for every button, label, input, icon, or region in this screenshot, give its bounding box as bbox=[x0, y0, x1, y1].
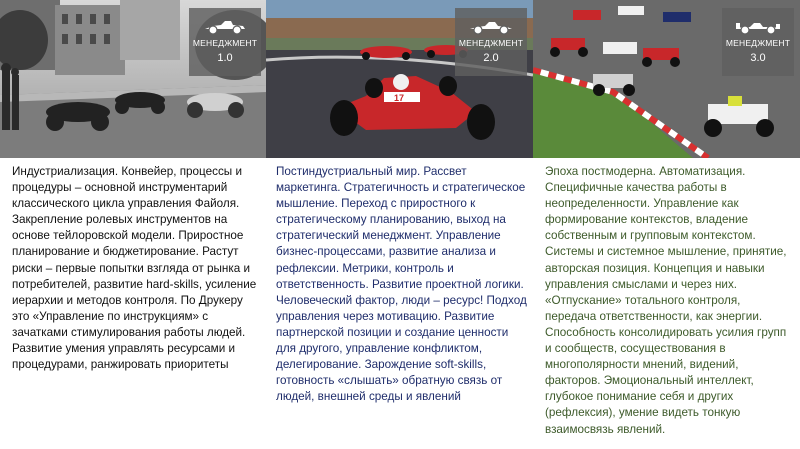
race-car-icon bbox=[736, 17, 780, 35]
badge-version: 1.0 bbox=[217, 52, 233, 64]
badge-version: 3.0 bbox=[750, 52, 766, 64]
classic-race-photo bbox=[266, 0, 533, 158]
race-car-icon bbox=[203, 17, 247, 35]
panel-description: Эпоха постмодерна. Автоматизация. Специфичные качества работы в неопределенности. Управление как формирование контекстов, владение собственным и групповым контекстом. Системы и системное мышление, принятие, авторская позиция. Концепция и навыки управления смыслами и через них. «Отпускание» тотального контроля, передача ответственности, как энергии. Способность консолидировать усилия групп и сообществ, сосуществования в многополярности мнений, видений, факторов. Эмоциональный интеллект, глубокое понимание себя и других (рефлексия), умение видеть тонкую взаимосвязь явлений. bbox=[545, 165, 787, 436]
badge-label: МЕНЕДЖМЕНТ bbox=[458, 38, 524, 48]
management-badge-3 bbox=[722, 8, 794, 76]
race-car-icon bbox=[469, 17, 513, 35]
badge-label: МЕНЕДЖМЕНТ bbox=[725, 38, 791, 48]
panel-management-3 bbox=[533, 0, 800, 449]
panel-description: Индустриализация. Конвейер, процессы и процедуры – основной инструментарий классического цикла управления Файоля. Закрепление ролевых инструментов на основе тейлоровской модели. Приростное планирование и бюджетирование. Растут риски – первые попытки взгляда от рынка и потребителей, развитие hard-skills, усиление иерархии и методов контроля. По Друкеру это «Управление по инструкциям» с зачатками стимулирования работы людей. Развитие умения управлять ресурсами и процедурами, ранжировать приоритеты bbox=[12, 165, 257, 372]
svg-text:17: 17 bbox=[394, 93, 405, 103]
panel-description: Постиндустриальный мир. Рассвет маркетинга. Стратегичность и стратегическое мышление. Переход с приростного к стратегическому планированию, выход на стратегический менеджмент. Управление бизнес-процессами, развитие анализа и рефлексии. Метрики, контроль и ответственность. Развитие проектной логики. Человеческий фактор, люди – ресурс! Подход управления через мотивацию. Развитие партнерской позиции и создание ценности для другого, управление конфликтом, делегирование. Зарождение soft-skills, готовность «слышать» обратную связь от людей, внешней среды и явлений bbox=[276, 165, 527, 404]
vintage-race-photo bbox=[0, 0, 267, 158]
panel-management-2 bbox=[266, 0, 533, 449]
badge-version: 2.0 bbox=[483, 52, 499, 64]
panel-management-1 bbox=[0, 0, 267, 449]
modern-race-photo bbox=[533, 0, 800, 158]
badge-label: МЕНЕДЖМЕНТ bbox=[192, 38, 258, 48]
management-badge-2 bbox=[455, 8, 527, 76]
management-badge-1 bbox=[189, 8, 261, 76]
